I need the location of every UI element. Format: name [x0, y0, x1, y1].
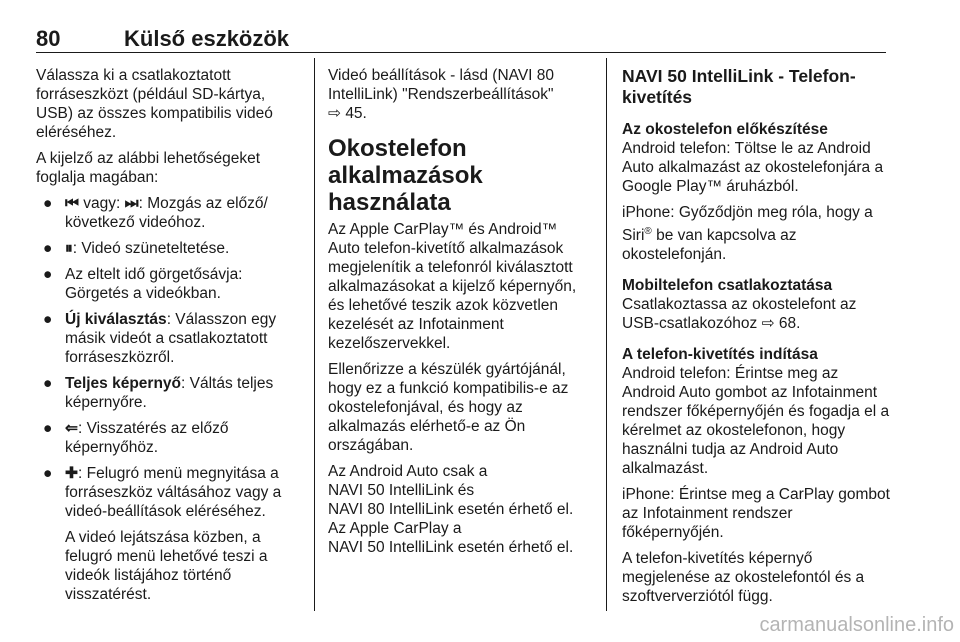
bullet-icon: ●	[43, 266, 53, 283]
bullet-popup-menu: ● ✚: Felugró menü megnyitása a forráseszköz váltásához vagy a videó-beállítások eléréséhez.	[43, 465, 282, 520]
page-header	[36, 26, 886, 53]
bullet-icon: ●	[43, 465, 53, 482]
column-divider	[606, 58, 607, 611]
popup-note: A videó lejátszása közben, a felugró menü lehetővé teszi a videók listájához történő visszatérést.	[65, 529, 268, 603]
bullet-fullscreen: ● Teljes képernyő: Váltás teljes képernyőre.	[43, 375, 274, 411]
intro-paragraph: Válassza ki a csatlakoztatott forráseszközt (például SD-kártya, USB) az összes kompatibilis videó eléréséhez.	[36, 67, 273, 141]
column-divider	[314, 58, 315, 611]
pause-icon: ⏸	[65, 240, 73, 257]
subheading: Az okostelefon előkészítése	[622, 121, 828, 138]
bullet-icon: ●	[43, 311, 53, 328]
bullet-icon: ●	[43, 375, 53, 392]
section-heading: NAVI 50 IntelliLink - Telefon-kivetítés	[622, 66, 856, 107]
settings-reference: Videó beállítások - lásd (NAVI 80 IntelliLink) "Rendszerbeállítások" ⇨ 45.	[328, 67, 555, 122]
paragraph: Az Apple CarPlay™ és Android™ Auto telefon-kivetítő alkalmazások megjelenítik a telefonról kiválasztott alkalmazásokat a kijelző képernyőn, és lehetővé teszik azok közvetlen kezelését az Infotainment kezelőszervekkel.	[328, 221, 577, 352]
skip-back-icon: ⏮	[65, 195, 79, 212]
bullet-back: ● ⇐: Visszatérés az előző képernyőhöz.	[43, 420, 229, 456]
column-3	[622, 66, 890, 613]
paragraph: Android telefon: Érintse meg az Android Auto gombot az Infotainment rendszer főképernyőjén és fogadja el a kérelmet az okostelefonon, hogy használni tudja az Android Auto alkalmazást.	[622, 365, 890, 478]
bullet-pause: ● ⏸: Videó szüneteltetése.	[43, 240, 230, 257]
bullet-prev-next: ● ⏮ vagy: ⏭: Mozgás az előző/ következő videóhoz.	[43, 195, 268, 231]
bullet-icon: ●	[43, 420, 53, 437]
page-ref-icon: ⇨	[761, 315, 775, 333]
bullet-scrollbar: ● Az eltelt idő görgetősávja: Görgetés a videókban.	[43, 266, 243, 302]
options-intro: A kijelző az alábbi lehetőségeket foglalja magában:	[36, 150, 261, 186]
paragraph: iPhone: Győződjön meg róla, hogy a Siri® be van kapcsolva az okostelefonján.	[622, 204, 873, 264]
page-number: 80	[36, 26, 61, 51]
column-1	[36, 66, 298, 611]
column-2	[328, 66, 590, 564]
back-arrow-icon: ⇐	[65, 420, 78, 437]
watermark: carmanualsonline.info	[759, 614, 954, 636]
plus-icon: ✚	[65, 465, 78, 482]
paragraph: Az Android Auto csak a NAVI 50 IntelliLink és NAVI 80 IntelliLink esetén érhető el. Az Apple CarPlay a NAVI 50 IntelliLink esetén érhető el.	[328, 463, 574, 556]
skip-forward-icon: ⏭	[124, 195, 139, 212]
chapter-title: Külső eszközök	[124, 26, 290, 51]
section-heading: Okostelefon alkalmazások használata	[328, 135, 483, 216]
paragraph: Android telefon: Töltse le az Android Auto alkalmazást az okostelefonjára a Google Play™ áruházból.	[622, 140, 884, 195]
bullet-icon: ●	[43, 195, 53, 212]
bullet-icon: ●	[43, 240, 53, 257]
subheading: A telefon-kivetítés indítása	[622, 346, 818, 364]
bullet-new-selection: ● Új kiválasztás: Válasszon egy másik videót a csatlakoztatott forráseszközről.	[43, 311, 277, 366]
paragraph: A telefon-kivetítés képernyő megjelenése az okostelefontól és a szoftververziótól függ.	[622, 550, 865, 606]
page-ref-icon: ⇨	[328, 105, 341, 122]
subheading: Mobiltelefon csatlakoztatása	[622, 277, 833, 295]
paragraph: Ellenőrizze a készülék gyártójánál, hogy ez a funkció kompatibilis-e az okostelefonjával, és hogy az alkalmazás elérhető-e az Ön országában.	[328, 361, 569, 454]
paragraph: iPhone: Érintse meg a CarPlay gombot az Infotainment rendszer főképernyőjén.	[622, 486, 890, 542]
paragraph: Csatlakoztassa az okostelefont az USB-csatlakozóhoz ⇨ 68.	[622, 296, 857, 333]
